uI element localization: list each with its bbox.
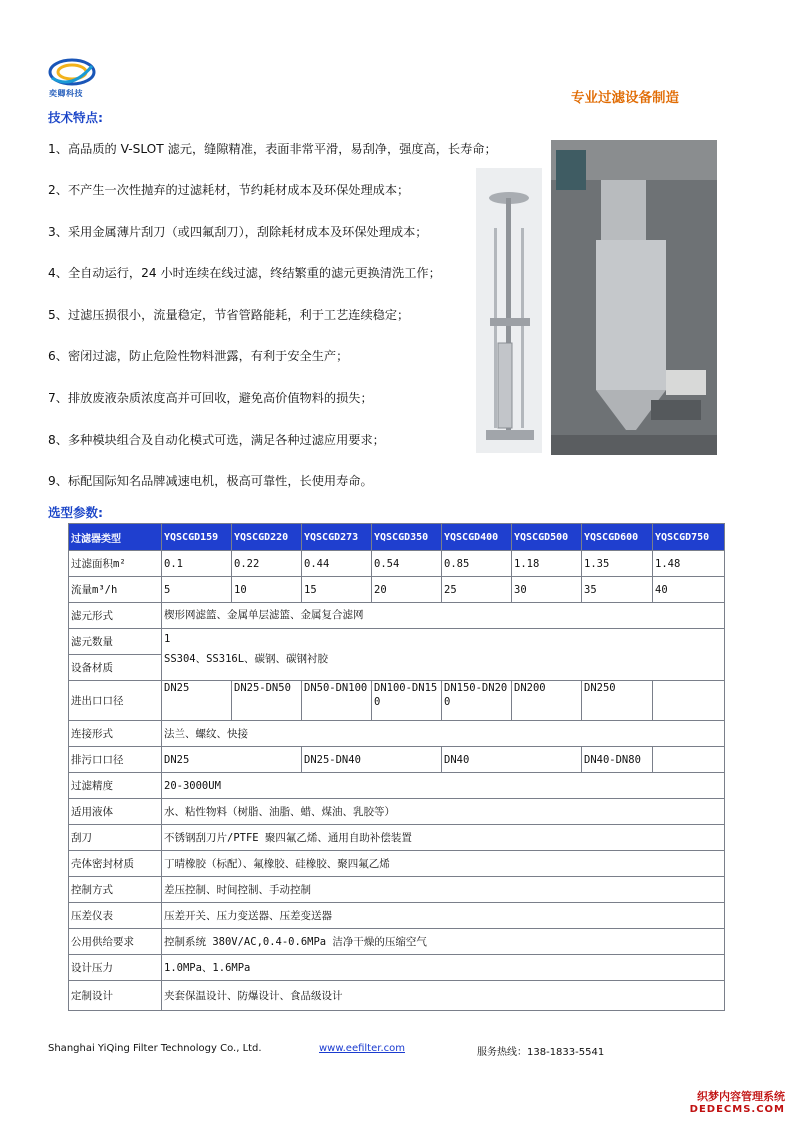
feature-item: 1、高品质的 V-SLOT 滤元，缝隙精准，表面非常平滑，易刮净，强度高，长寿命；	[48, 142, 497, 156]
filter-equipment-photo	[551, 140, 717, 455]
table-row	[69, 629, 725, 655]
row-label: 过滤面积m²	[69, 551, 162, 577]
feature-item: 9、标配国际知名品牌减速电机，极高可靠性，长使用寿命。	[48, 474, 373, 488]
table-cell: DN200	[512, 681, 582, 721]
table-row	[69, 799, 725, 825]
feature-item: 7、排放废液杂质浓度高并可回收，避免高价值物料的损失；	[48, 391, 373, 405]
table-cell: 20	[372, 577, 442, 603]
table-cell: 压差开关、压力变送器、压差变送器	[162, 903, 725, 929]
header-cell: YQSCGD750	[653, 524, 725, 551]
table-cell: DN25-DN40	[302, 747, 442, 773]
table-cell: 差压控制、时间控制、手动控制	[162, 877, 725, 903]
table-cell: 35	[582, 577, 653, 603]
table-cell: 夹套保温设计、防爆设计、食品级设计	[162, 981, 725, 1011]
table-cell: 楔形网滤篮、金属单层滤篮、金属复合滤网	[162, 603, 725, 629]
table-cell: 40	[653, 577, 725, 603]
row-label: 进出口口径	[69, 681, 162, 721]
table-row	[69, 981, 725, 1011]
row-label: 滤元数量	[69, 629, 162, 655]
table-row	[69, 955, 725, 981]
table-row	[69, 681, 725, 721]
table-cell: DN25-DN50	[232, 681, 302, 721]
features-title: 技术特点:	[48, 110, 103, 125]
row-label: 壳体密封材质	[69, 851, 162, 877]
table-cell: 0.54	[372, 551, 442, 577]
table-cell: 丁晴橡胶（标配）、氟橡胶、硅橡胶、聚四氟乙烯	[162, 851, 725, 877]
feature-item: 2、不产生一次性抛弃的过滤耗材，节约耗材成本及环保处理成本；	[48, 183, 410, 197]
feature-item: 6、密闭过滤，防止危险性物料泄露，有利于安全生产；	[48, 349, 349, 363]
spec-table	[68, 523, 725, 1011]
table-cell: 0.44	[302, 551, 372, 577]
header-cell: YQSCGD500	[512, 524, 582, 551]
table-row	[69, 577, 725, 603]
table-cell: DN25	[162, 681, 232, 721]
row-label: 设备材质	[69, 655, 162, 681]
table-cell: 0.1	[162, 551, 232, 577]
table-row	[69, 747, 725, 773]
header-cell: YQSCGD600	[582, 524, 653, 551]
slogan: 专业过滤设备制造	[571, 90, 679, 106]
table-cell	[653, 747, 725, 773]
table-cell: DN150-DN200	[442, 681, 512, 721]
table-header-row	[69, 524, 725, 551]
table-row	[69, 551, 725, 577]
feature-item: 5、过滤压损很小，流量稳定，节省管路能耗，利于工艺连续稳定；	[48, 308, 410, 322]
table-cell: DN250	[582, 681, 653, 721]
row-label: 定制设计	[69, 981, 162, 1011]
feature-item: 3、采用金属薄片刮刀（或四氟刮刀），刮除耗材成本及环保处理成本；	[48, 225, 428, 239]
row-label: 公用供给要求	[69, 929, 162, 955]
table-row	[69, 773, 725, 799]
table-cell: DN50-DN100	[302, 681, 372, 721]
feature-item: 4、全自动运行，24 小时连续在线过滤，终结繁重的滤元更换清洗工作；	[48, 266, 441, 280]
row-label: 刮刀	[69, 825, 162, 851]
table-row	[69, 721, 725, 747]
table-cell: 1.0MPa、1.6MPa	[162, 955, 725, 981]
table-row	[69, 603, 725, 629]
table-cell: DN40-DN80	[582, 747, 653, 773]
table-row	[69, 903, 725, 929]
row-label: 控制方式	[69, 877, 162, 903]
table-cell: DN100-DN150	[372, 681, 442, 721]
table-cell: 法兰、螺纹、快接	[162, 721, 725, 747]
logo-text: 奕卿科技	[49, 89, 83, 98]
row-label: 设计压力	[69, 955, 162, 981]
footer-company: Shanghai YiQing Filter Technology Co., Ltd.	[48, 1043, 262, 1054]
scraper-assembly-photo	[476, 168, 542, 453]
header-cell: YQSCGD159	[162, 524, 232, 551]
table-cell	[653, 681, 725, 721]
row-label: 适用液体	[69, 799, 162, 825]
row-label: 流量m³/h	[69, 577, 162, 603]
footer-website-link[interactable]: www.eefilter.com	[319, 1043, 405, 1054]
table-cell: 25	[442, 577, 512, 603]
element-count-value: 1	[164, 633, 171, 645]
table-row	[69, 851, 725, 877]
table-cell: 1.18	[512, 551, 582, 577]
watermark-line2: DEDECMS.COM	[689, 1104, 785, 1115]
table-cell: 20-3000UM	[162, 773, 725, 799]
table-cell	[162, 629, 725, 681]
material-value: SS304、SS316L、碳钢、碳钢衬胶	[164, 653, 329, 665]
row-label: 滤元形式	[69, 603, 162, 629]
table-cell: 0.85	[442, 551, 512, 577]
table-cell: 不锈钢刮刀片/PTFE 聚四氟乙烯、通用自助补偿装置	[162, 825, 725, 851]
table-cell: DN40	[442, 747, 582, 773]
header-cell: YQSCGD220	[232, 524, 302, 551]
table-row	[69, 877, 725, 903]
table-cell: DN25	[162, 747, 302, 773]
header-cell: YQSCGD350	[372, 524, 442, 551]
footer-hotline: 服务热线：138-1833-5541	[477, 1047, 605, 1058]
table-cell: 1.35	[582, 551, 653, 577]
table-cell: 1.48	[653, 551, 725, 577]
table-cell: 15	[302, 577, 372, 603]
header-cell: 过滤器类型	[69, 524, 162, 551]
header-cell: YQSCGD273	[302, 524, 372, 551]
table-cell: 控制系统 380V/AC,0.4-0.6MPa 洁净干燥的压缩空气	[162, 929, 725, 955]
table-row	[69, 929, 725, 955]
table-cell: 5	[162, 577, 232, 603]
table-cell: 30	[512, 577, 582, 603]
watermark	[690, 1088, 785, 1115]
row-label: 过滤精度	[69, 773, 162, 799]
table-cell: 10	[232, 577, 302, 603]
watermark-line1: 织梦内容管理系统	[697, 1090, 785, 1103]
row-label: 排污口口径	[69, 747, 162, 773]
table-row	[69, 825, 725, 851]
row-label: 压差仪表	[69, 903, 162, 929]
row-label: 连接形式	[69, 721, 162, 747]
feature-item: 8、多种模块组合及自动化模式可选，满足各种过滤应用要求；	[48, 433, 385, 447]
spec-title: 选型参数:	[48, 505, 103, 520]
table-cell: 水、粘性物料（树脂、油脂、蜡、煤油、乳胶等）	[162, 799, 725, 825]
header-cell: YQSCGD400	[442, 524, 512, 551]
table-cell: 0.22	[232, 551, 302, 577]
